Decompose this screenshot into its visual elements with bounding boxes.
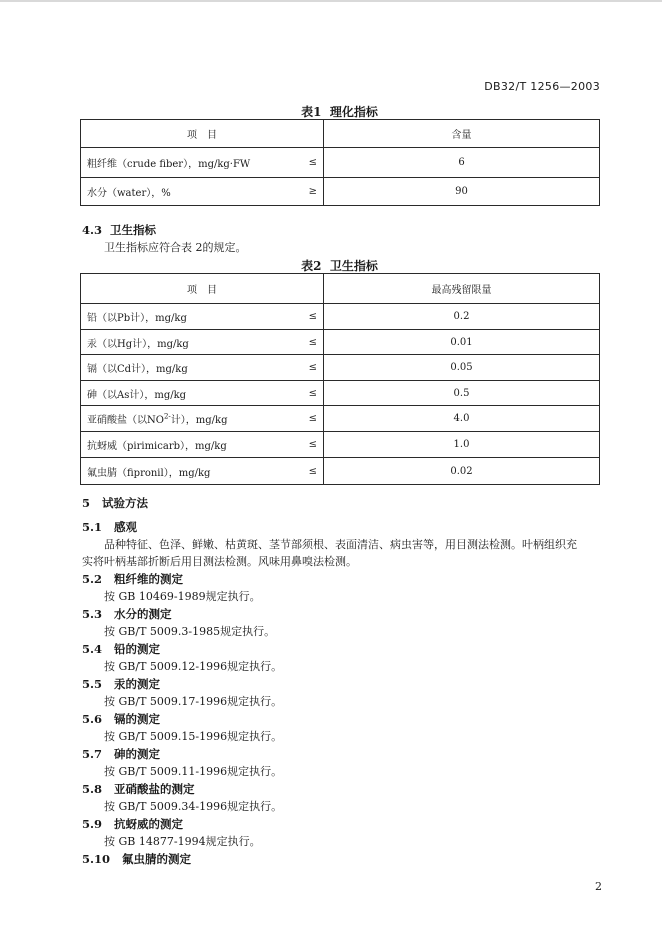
section-title: 亚硝酸盐的测定 (114, 782, 195, 796)
table2-caption-title: 卫生指标 (329, 259, 378, 273)
table2-row7-item: 氟虫腈（fipronil），mg/kg (81, 458, 267, 485)
table1-row2-item: 水分（water），% (81, 178, 267, 206)
table2-row6-value: 1.0 (324, 432, 600, 458)
table1-caption-number: 表1 (301, 105, 322, 119)
table2-caption-number: 表2 (301, 259, 322, 273)
table1-caption (80, 103, 599, 120)
table2-row1-value: 0.2 (324, 304, 600, 330)
table-row (81, 355, 600, 381)
table1-row1-value: 6 (324, 148, 600, 178)
section-5-3-text: 按 GB/T 5009.3-1985规定执行。 (104, 625, 276, 638)
table1-row2-operator: ≥ (267, 178, 324, 206)
section-number: 4.3 (82, 223, 103, 237)
table2-row5-item (81, 406, 267, 432)
section-title: 砷的测定 (114, 747, 161, 761)
section-5-8-text: 按 GB/T 5009.34-1996规定执行。 (104, 800, 283, 813)
section-number: 5.6 (82, 712, 103, 726)
page-number: 2 (595, 880, 602, 893)
table1-row1-item: 粗纤维（crude fiber），mg/kg·FW (81, 148, 267, 178)
section-5-9-heading (82, 816, 183, 832)
nitrite-label-prefix: 亚硝酸盐（以NO (87, 415, 164, 426)
table2-row4-operator: ≤ (267, 381, 324, 406)
section-5-5-text: 按 GB/T 5009.17-1996规定执行。 (104, 695, 283, 708)
table2-row2-value: 0.01 (324, 330, 600, 355)
section-5-6-text: 按 GB/T 5009.15-1996规定执行。 (104, 730, 283, 743)
table2-header-item: 项 目 (81, 274, 324, 304)
section-5-4-text: 按 GB/T 5009.12-1996规定执行。 (104, 660, 283, 673)
section-5-5-heading (82, 676, 160, 692)
section-number: 5.9 (82, 817, 103, 831)
section-5-2-text: 按 GB 10469-1989规定执行。 (104, 590, 261, 603)
section-number: 5.2 (82, 572, 103, 586)
section-title: 粗纤维的测定 (114, 572, 184, 586)
section-5-1-heading (82, 519, 137, 535)
section-5-2-heading (82, 571, 183, 587)
table2-row3-value: 0.05 (324, 355, 600, 381)
table2-row1-operator: ≤ (267, 304, 324, 330)
table1-header-row (81, 120, 600, 148)
table-row (81, 178, 600, 206)
section-5-9-text: 按 GB 14877-1994规定执行。 (104, 835, 261, 848)
section-4-3-text: 卫生指标应符合表 2的规定。 (104, 241, 247, 254)
section-number: 5.3 (82, 607, 103, 621)
section-title: 卫生指标 (110, 223, 157, 237)
section-title: 铅的测定 (114, 642, 161, 656)
section-5-10-heading (82, 851, 191, 867)
table1-physicochemical (80, 119, 600, 206)
section-number: 5.4 (82, 642, 103, 656)
table2-header-row (81, 274, 600, 304)
table2-row4-value: 0.5 (324, 381, 600, 406)
section-title: 水分的测定 (114, 607, 172, 621)
section-number: 5.1 (82, 520, 103, 534)
table2-row5-value: 4.0 (324, 406, 600, 432)
section-title: 试验方法 (102, 496, 149, 510)
page-top-edge (0, 0, 662, 2)
table1-row2-value: 90 (324, 178, 600, 206)
section-number: 5.5 (82, 677, 103, 691)
table-row (81, 330, 600, 355)
table2-row5-operator: ≤ (267, 406, 324, 432)
section-number: 5.8 (82, 782, 103, 796)
table-row (81, 381, 600, 406)
table1-row1-operator: ≤ (267, 148, 324, 178)
table-row (81, 432, 600, 458)
table2-row1-item: 铅（以Pb计），mg/kg (81, 304, 267, 330)
nitrite-superscript: 2- (163, 412, 171, 421)
table2-row2-item: 汞（以Hg计），mg/kg (81, 330, 267, 355)
section-title: 抗蚜威的测定 (114, 817, 184, 831)
section-5-7-text: 按 GB/T 5009.11-1996规定执行。 (104, 765, 283, 778)
section-5-8-heading (82, 781, 195, 797)
table2-caption (80, 257, 599, 274)
section-5-1-text-line1: 品种特征、色泽、鲜嫩、枯黄斑、茎节部须根、表面清洁、病虫害等，用目测法检测。叶柄组织充 (104, 538, 577, 551)
table2-row4-item: 砷（以As计），mg/kg (81, 381, 267, 406)
section-title: 感观 (114, 520, 138, 534)
section-5-6-heading (82, 711, 160, 727)
table2-hygiene (80, 273, 600, 485)
section-5-7-heading (82, 746, 160, 762)
table-row (81, 304, 600, 330)
table-row (81, 406, 600, 432)
nitrite-label-suffix: 计），mg/kg (170, 415, 228, 426)
section-title: 氟虫腈的测定 (122, 852, 192, 866)
section-number: 5.10 (82, 852, 111, 866)
table1-header-content: 含量 (324, 120, 600, 148)
table2-row6-operator: ≤ (267, 432, 324, 458)
table2-row6-item: 抗蚜威（pirimicarb），mg/kg (81, 432, 267, 458)
section-5-3-heading (82, 606, 172, 622)
table2-row3-operator: ≤ (267, 355, 324, 381)
table1-caption-title: 理化指标 (329, 105, 378, 119)
table1-header-item: 项 目 (81, 120, 324, 148)
table2-row3-item: 镉（以Cd计），mg/kg (81, 355, 267, 381)
table2-row2-operator: ≤ (267, 330, 324, 355)
table2-row7-value: 0.02 (324, 458, 600, 485)
table-row (81, 148, 600, 178)
section-number: 5 (82, 496, 91, 510)
section-title: 镉的测定 (114, 712, 161, 726)
section-5-1-text-line2: 实将叶柄基部折断后用目测法检测。风味用鼻嗅法检测。 (82, 555, 357, 568)
section-number: 5.7 (82, 747, 103, 761)
section-5-heading (82, 495, 148, 511)
table-row (81, 458, 600, 485)
table2-header-limit: 最高残留限量 (324, 274, 600, 304)
section-title: 汞的测定 (114, 677, 161, 691)
table2-row7-operator: ≤ (267, 458, 324, 485)
section-5-4-heading (82, 641, 160, 657)
section-4-3-heading (82, 222, 156, 238)
document-code: DB32/T 1256—2003 (484, 80, 600, 93)
